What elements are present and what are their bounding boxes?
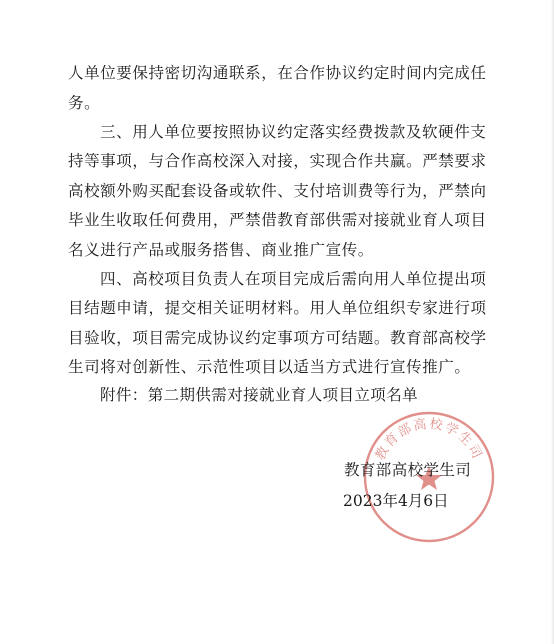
signature-organization: 教育部高校学生司 xyxy=(344,461,472,479)
seal-text: 教育部高校学生司 xyxy=(373,416,485,463)
body-line: 持等事项，与合作高校深入对接，实现合作共赢。严禁要求 xyxy=(68,152,487,170)
body-line: 目结题申请，提交相关证明材料。用人单位组织专家进行项 xyxy=(68,299,487,317)
body-line: 务。 xyxy=(68,94,101,112)
body-line: 目验收，项目需完成协议约定事项方可结题。教育部高校学 xyxy=(68,329,487,347)
attachment-note: 附件：第二期供需对接就业育人项目立项名单 xyxy=(100,386,419,404)
body-line: 高校额外购买配套设备或软件、支付培训费等行为，严禁向 xyxy=(68,182,487,200)
body-line: 名义进行产品或服务搭售、商业推广宣传。 xyxy=(68,241,374,259)
body-line: 人单位要保持密切沟通联系，在合作协议约定时间内完成任 xyxy=(68,64,487,82)
body-line: 生司将对创新性、示范性项目以适当方式进行宣传推广。 xyxy=(68,358,471,376)
body-line: 毕业生收取任何费用，严禁借教育部供需对接就业育人项目 xyxy=(68,211,487,229)
section-three-heading-line: 三、用人单位要按照协议约定落实经费拨款及软硬件支 xyxy=(100,123,487,141)
section-four-heading-line: 四、高校项目负责人在项目完成后需向用人单位提出项 xyxy=(100,270,487,288)
signature-date: 2023年4月6日 xyxy=(343,492,449,510)
